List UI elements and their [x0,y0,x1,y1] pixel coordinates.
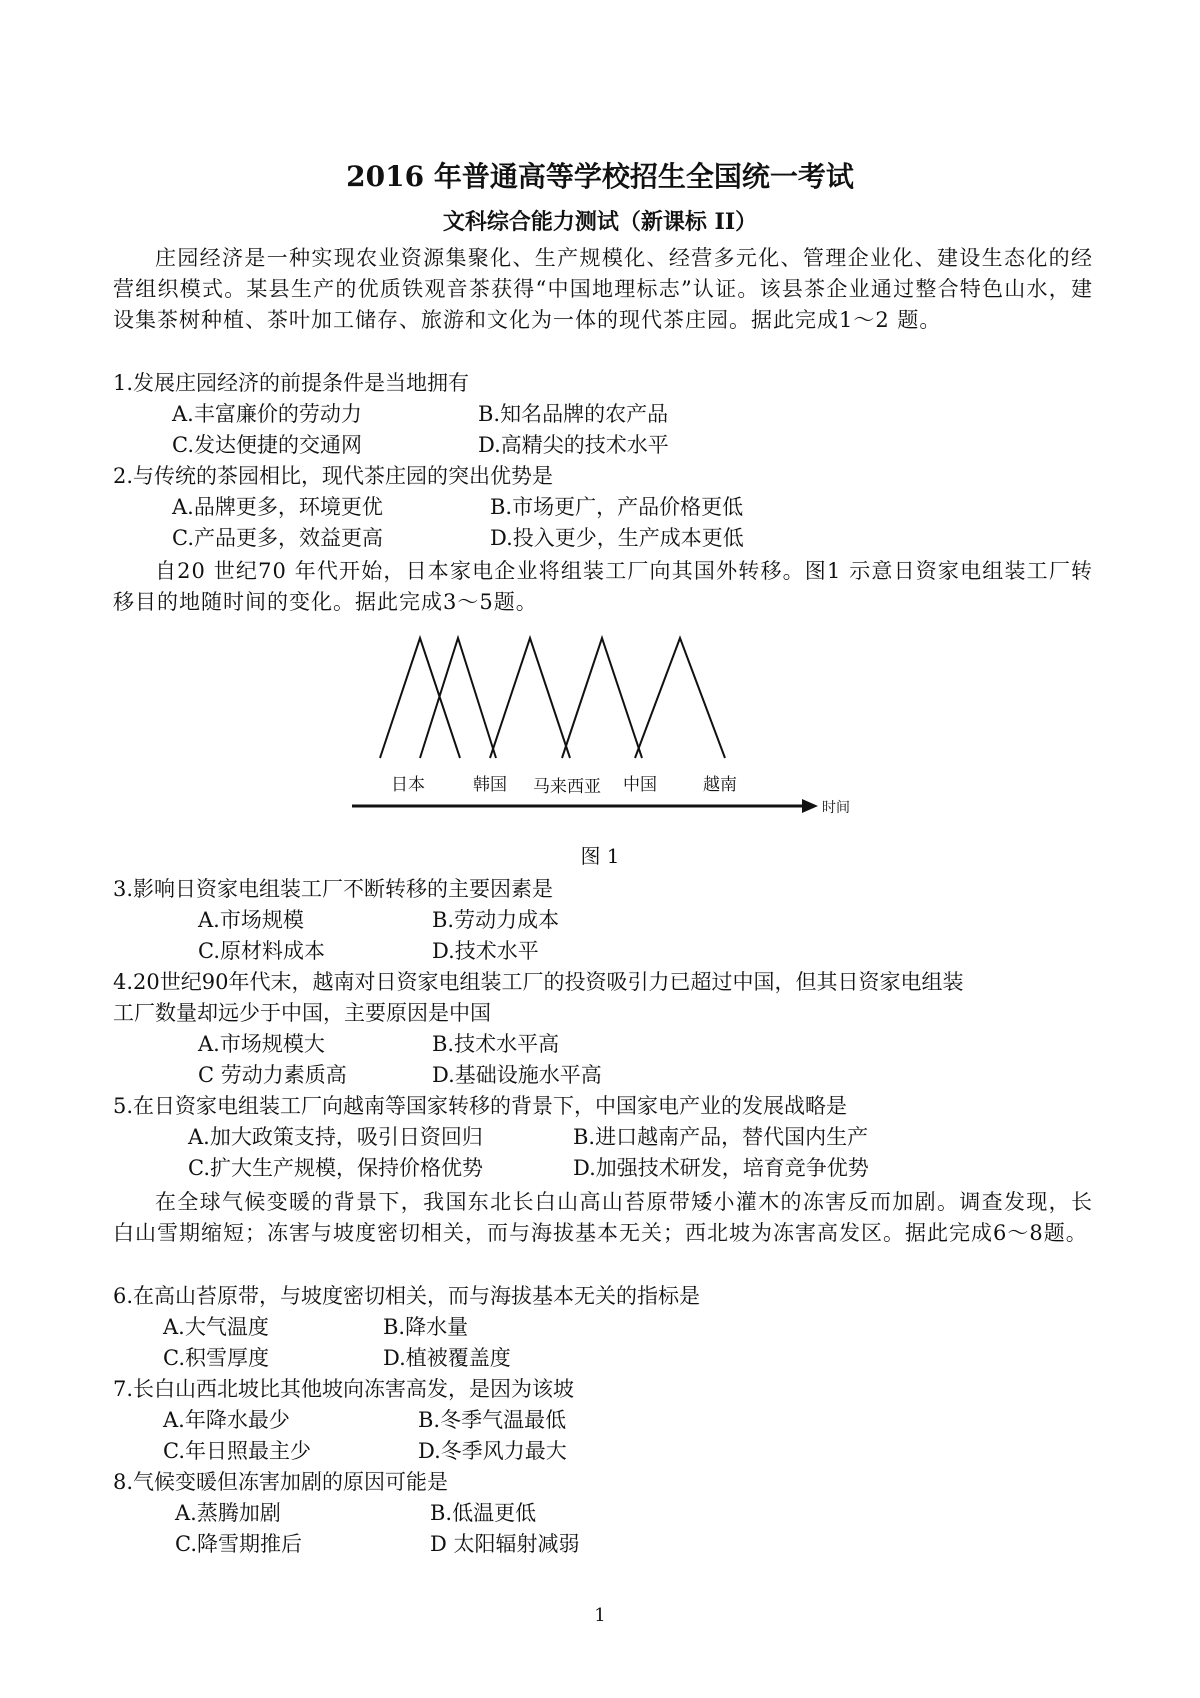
question-5-stem: 5.在日资家电组装工厂向越南等国家转移的背景下，中国家电产业的发展战略是 [113,1094,848,1118]
intro-passage-3: 在全球气候变暖的背景下，我国东北长白山高山苔原带矮小灌木的冻害反而加剧。调查发现，长白山雪期缩短；冻害与坡度密切相关，而与海拔基本无关；西北坡为冻害高发区。据此完成6～8题。 [113,1190,1093,1245]
question-4-stem-line-1: 4.20世纪90年代末，越南对日资家电组装工厂的投资吸引力已超过中国，但其日资家电组装 [113,970,964,994]
question-6-option-c: C.积雪厚度 [163,1346,269,1370]
time-axis-label: 时间 [822,799,850,815]
country-label-vietnam: 越南 [703,775,737,794]
question-7-option-d: D.冬季风力最大 [418,1439,567,1463]
peak-malaysia [490,638,570,758]
question-1-option-a: A.丰富廉价的劳动力 [172,402,362,426]
question-2-option-a: A.品牌更多，环境更优 [172,495,383,519]
question-7-stem: 7.长白山西北坡比其他坡向冻害高发，是因为该坡 [113,1377,575,1401]
exam-subtitle: 文科综合能力测试（新课标 II） [442,209,758,235]
intro-passage-1: 庄园经济是一种实现农业资源集聚化、生产规模化、经营多元化、管理企业化、建设生态化的经营组织模式。某县生产的优质铁观音茶获得“中国地理标志”认证。该县茶企业通过整合特色山水，建设集茶树种植、茶叶加工储存、旅游和文化为一体的现代茶庄园。据此完成1～2 题。 [113,246,1093,332]
question-1-option-d: D.高精尖的技术水平 [478,433,669,457]
question-4-option-a: A.市场规模大 [198,1032,325,1056]
question-5-option-c: C.扩大生产规模，保持价格优势 [188,1156,483,1180]
question-2-option-d: D.投入更少，生产成本更低 [490,526,744,550]
peak-korea [420,638,496,758]
question-8-stem: 8.气候变暖但冻害加剧的原因可能是 [113,1470,449,1494]
question-2-option-c: C.产品更多，效益更高 [172,526,383,550]
peak-vietnam [635,638,725,758]
question-4-option-c: C 劳动力素质高 [198,1063,347,1087]
question-1-option-c: C.发达便捷的交通网 [172,433,362,457]
question-3-option-b: B.劳动力成本 [432,908,560,932]
country-label-japan: 日本 [391,775,425,794]
question-4-option-d: D.基础设施水平高 [432,1063,602,1087]
question-4-option-b: B.技术水平高 [432,1032,560,1056]
question-8-option-c: C.降雪期推后 [175,1532,302,1556]
page-number: 1 [594,1605,606,1626]
question-8-option-a: A.蒸腾加剧 [175,1501,281,1525]
question-6-option-a: A.大气温度 [163,1315,269,1339]
country-label-korea: 韩国 [473,775,507,794]
question-6-stem: 6.在高山苔原带，与坡度密切相关，而与海拔基本无关的指标是 [113,1284,701,1308]
question-8-option-b: B.低温更低 [430,1501,537,1525]
peak-japan [380,638,460,758]
peak-china [562,638,642,758]
question-2-option-b: B.市场更广，产品价格更低 [490,495,744,519]
question-5-option-a: A.加大政策支持，吸引日资回归 [188,1125,483,1149]
country-label-malaysia: 马来西亚 [533,777,601,796]
figure-1-diagram [340,618,860,818]
question-5-option-b: B.进口越南产品，替代国内生产 [573,1125,869,1149]
question-3-option-c: C.原材料成本 [198,939,325,963]
figure-1-caption: 图 1 [580,844,620,868]
question-5-option-d: D.加强技术研发，培育竞争优势 [573,1156,869,1180]
country-label-china: 中国 [623,775,657,794]
question-7-option-c: C.年日照最主少 [163,1439,311,1463]
exam-title: 2016 年普通高等学校招生全国统一考试 [346,160,854,193]
question-3-stem: 3.影响日资家电组装工厂不断转移的主要因素是 [113,877,554,901]
question-3-option-d: D.技术水平 [432,939,539,963]
question-1-stem: 1.发展庄园经济的前提条件是当地拥有 [113,371,470,395]
question-7-option-b: B.冬季气温最低 [418,1408,567,1432]
question-3-option-a: A.市场规模 [198,908,304,932]
intro-passage-2: 自20 世纪70 年代开始，日本家电企业将组装工厂向其国外转移。图1 示意日资家电组装工厂转移目的地随时间的变化。据此完成3～5题。 [113,559,1093,614]
time-axis-arrow [802,799,818,813]
question-2-stem: 2.与传统的茶园相比，现代茶庄园的突出优势是 [113,464,554,488]
question-4-stem-line-2: 工厂数量却远少于中国，主要原因是中国 [113,1001,491,1025]
question-1-option-b: B.知名品牌的农产品 [478,402,669,426]
question-6-option-b: B.降水量 [383,1315,469,1339]
question-7-option-a: A.年降水最少 [163,1408,290,1432]
question-8-option-d: D 太阳辐射减弱 [430,1532,580,1556]
question-6-option-d: D.植被覆盖度 [383,1346,511,1370]
